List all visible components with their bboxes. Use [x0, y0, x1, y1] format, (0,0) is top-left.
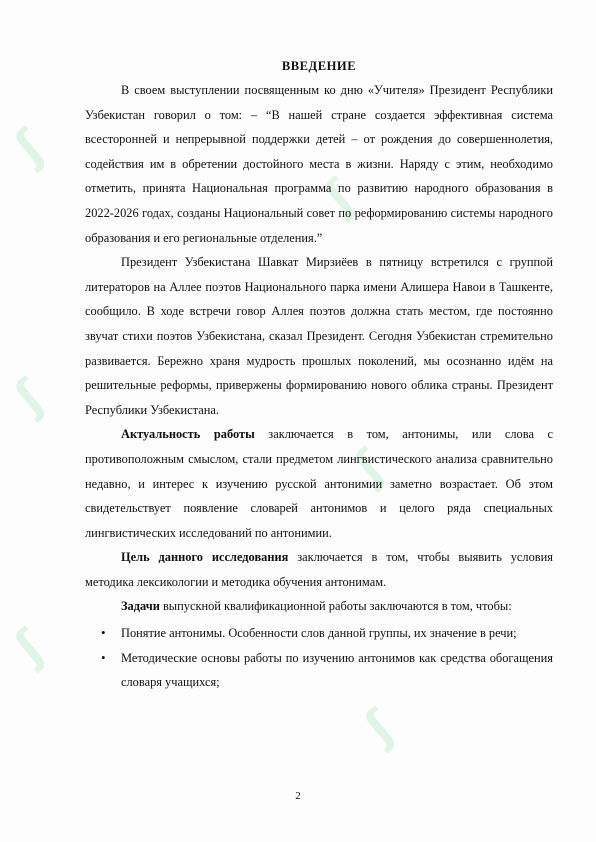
watermark-logo: ʃ [4, 120, 53, 174]
watermark-logo: ʃ [4, 370, 53, 424]
paragraph-president-meeting: Президент Узбекистана Шавкат Мирзиёев в пятницу встретился с группой литераторов на Аллее поэтов Национального парка имени Алишера Навои в Ташкенте, сообщило. В ходе встречи говор Аллея поэтов должна стать местом, где постоянно звучат стихи поэтов Узбекистана, сказал Президент. Сегодня Узбекистан стремительно развивается. Бережно храня мудрость прошлых поколений, мы осознанно идём на решительные реформы, привержены формированию нового облика страны. Президент Республики Узбекистана. [85, 255, 553, 417]
watermark-logo: ʃ [314, 170, 363, 224]
document-body [85, 54, 553, 695]
goal-text: заключается в том, чтобы выявить условия методика лексикологии и методика обучения антонимам. [85, 550, 553, 589]
list-item-text: Методические основы работы по изучению антонимов как средства обогащения словаря учащихся; [121, 650, 553, 690]
paragraph-speech: В своем выступлении посвященным ко дню «Учителя» Президент Республики Узбекистан говорил о том: – “В нашей стране создается эффективная система всесторонней и непрерывной поддержки детей – от рождения до совершеннолетия, содействия им в обретении достойного места в жизни. Наряду с этим, необходимо отметить, принята Национальная программа по развитию народного образования в 2022-2026 годах, созданы Национальный совет по реформированию системы народного образования и его региональные отделения.” [85, 83, 553, 245]
bullet-icon: • [101, 625, 106, 641]
bullet-icon: • [101, 649, 106, 665]
page-number: 2 [295, 790, 301, 802]
watermark-logo: ʃ [354, 700, 403, 754]
tasks-list [85, 621, 553, 695]
relevance-text: заключается в том, антонимы, или слова с противоположным смыслом, стали предметом лингвистического анализа сравнительно недавно, и интерес к изучению русской антонимии заметно возрастает. Об этом свидетельствует появление словарей антонимов и целого ряда специальных лингвистических исследований по антонимии. [85, 427, 553, 540]
watermark-logo: ʃ [344, 440, 393, 494]
tasks-text: выпускной квалификационной работы заключаются в том, чтобы: [159, 599, 512, 614]
list-item [101, 621, 553, 646]
goal-label: Цель данного исследования [121, 550, 289, 565]
tasks-label: Задачи [121, 599, 160, 614]
watermark-logo: ʃ [4, 620, 53, 674]
paragraph-relevance [85, 422, 553, 545]
paragraph-tasks [85, 594, 553, 619]
section-heading: ВВЕДЕНИЕ [281, 59, 357, 73]
list-item [101, 646, 553, 695]
paragraph-goal [85, 545, 553, 594]
relevance-label: Актуальность работы [121, 427, 255, 442]
list-item-text: Понятие антонимы. Особенности слов данной группы, их значение в речи; [121, 626, 517, 641]
